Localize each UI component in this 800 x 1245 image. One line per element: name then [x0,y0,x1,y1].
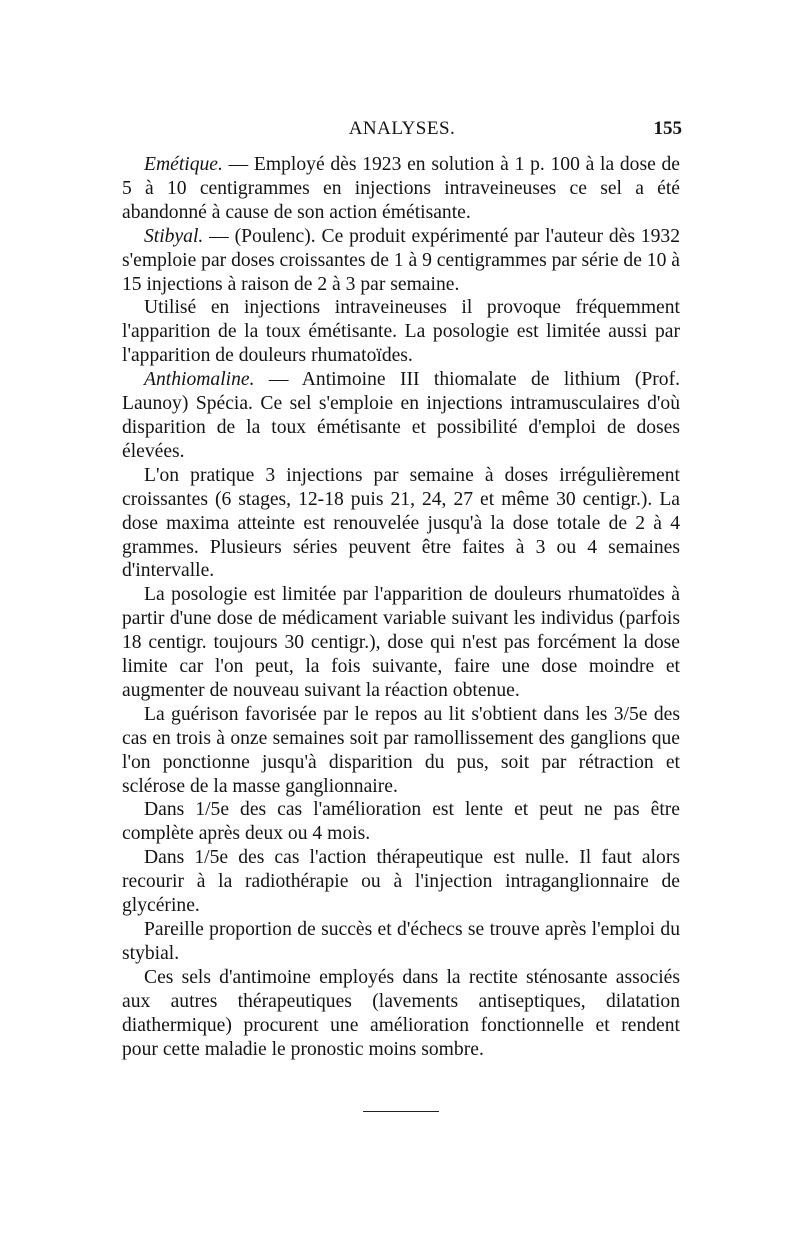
paragraph [122,368,680,464]
page-number: 155 [653,118,682,139]
paragraph-text: Pareille proportion de succès et d'échecs se trouve après l'emploi du stybial. [122,919,680,964]
paragraph [122,918,680,966]
paragraph [122,225,680,297]
paragraph [122,153,680,225]
section-end-rule [363,1111,439,1112]
paragraph-text: Utilisé en injections intraveineuses il provoque fréquemment l'apparition de la toux émétisante. La posologie est limitée aussi par l'apparition de douleurs rhumatoïdes. [122,297,680,367]
paragraph-lead: Emétique. [144,154,223,175]
paragraph [122,583,680,703]
paragraph-lead: Stibyal. [144,225,204,247]
running-title: ANALYSES. [348,118,456,139]
paragraph-text: La guérison favorisée par le repos au lit s'obtient dans les 3/5e des cas en trois à onze semaines soit par ramollissement des ganglions que l'on ponctionne jusqu'à disparition du pus, soit par rétraction et sclérose de la masse ganglionnaire. [122,703,680,797]
paragraph-text: — (Poulenc). Ce produit expérimenté par l'auteur dès 1932 s'emploie par doses croissantes de 1 à 9 centigrammes par série de 10 à 15 injections à raison de 2 à 3 par semaine. [122,225,680,295]
paragraph-text: Ces sels d'antimoine employés dans la rectite sténosante associés aux autres thérapeutiques (lavements antiseptiques, dilatation diathermique) procurent une amélioration fonctionnelle et rendent pour cette maladie le pronostic moins sombre. [122,966,680,1060]
paragraph [122,464,680,584]
paragraph [122,966,680,1062]
paragraph-text: L'on pratique 3 injections par semaine à doses irrégulièrement croissantes (6 stages, 12-18 puis 21, 24, 27 et même 30 centigr.). La dose maxima atteinte est renouvelée jusqu'à la dose totale de 2 à 4 grammes. Plusieurs séries peuvent être faites à 3 ou 4 semaines d'intervalle. [122,464,680,582]
paragraph [122,798,680,846]
paragraph [122,296,680,368]
paragraph-text: Dans 1/5e des cas l'action thérapeutique est nulle. Il faut alors recourir à la radiothérapie ou à l'injection intraganglionnaire de glycérine. [122,847,680,917]
paragraph-text: — Employé dès 1923 en solution à 1 p. 100 à la dose de 5 à 10 centigrammes en injections intraveineuses ce sel a été abandonné à cause de son action émétisante. [122,154,680,223]
paragraph-text: La posologie est limitée par l'apparition de douleurs rhumatoïdes à partir d'une dose de médicament variable suivant les individus (parfois 18 centigr. toujours 30 centigr.), dose qui n'est pas forcément la dose limite car l'on peut, la fois suivante, faire une dose moindre et augmenter de nouveau suivant la réaction obtenue. [122,584,680,701]
body-text [122,153,680,1061]
paragraph-lead: Anthiomaline. [144,369,255,391]
page-header [122,118,682,144]
paragraph [122,846,680,918]
paragraph-text: Dans 1/5e des cas l'amélioration est lente et peut ne pas être complète après deux ou 4 mois. [122,799,680,845]
paragraph-text: — Antimoine III thiomalate de lithium (Prof. Launoy) Spécia. Ce sel s'emploie en injections intramusculaires d'où disparition de la toux émétisante et possibilité d'emploi de doses élevées. [122,369,680,462]
paragraph [122,703,680,799]
